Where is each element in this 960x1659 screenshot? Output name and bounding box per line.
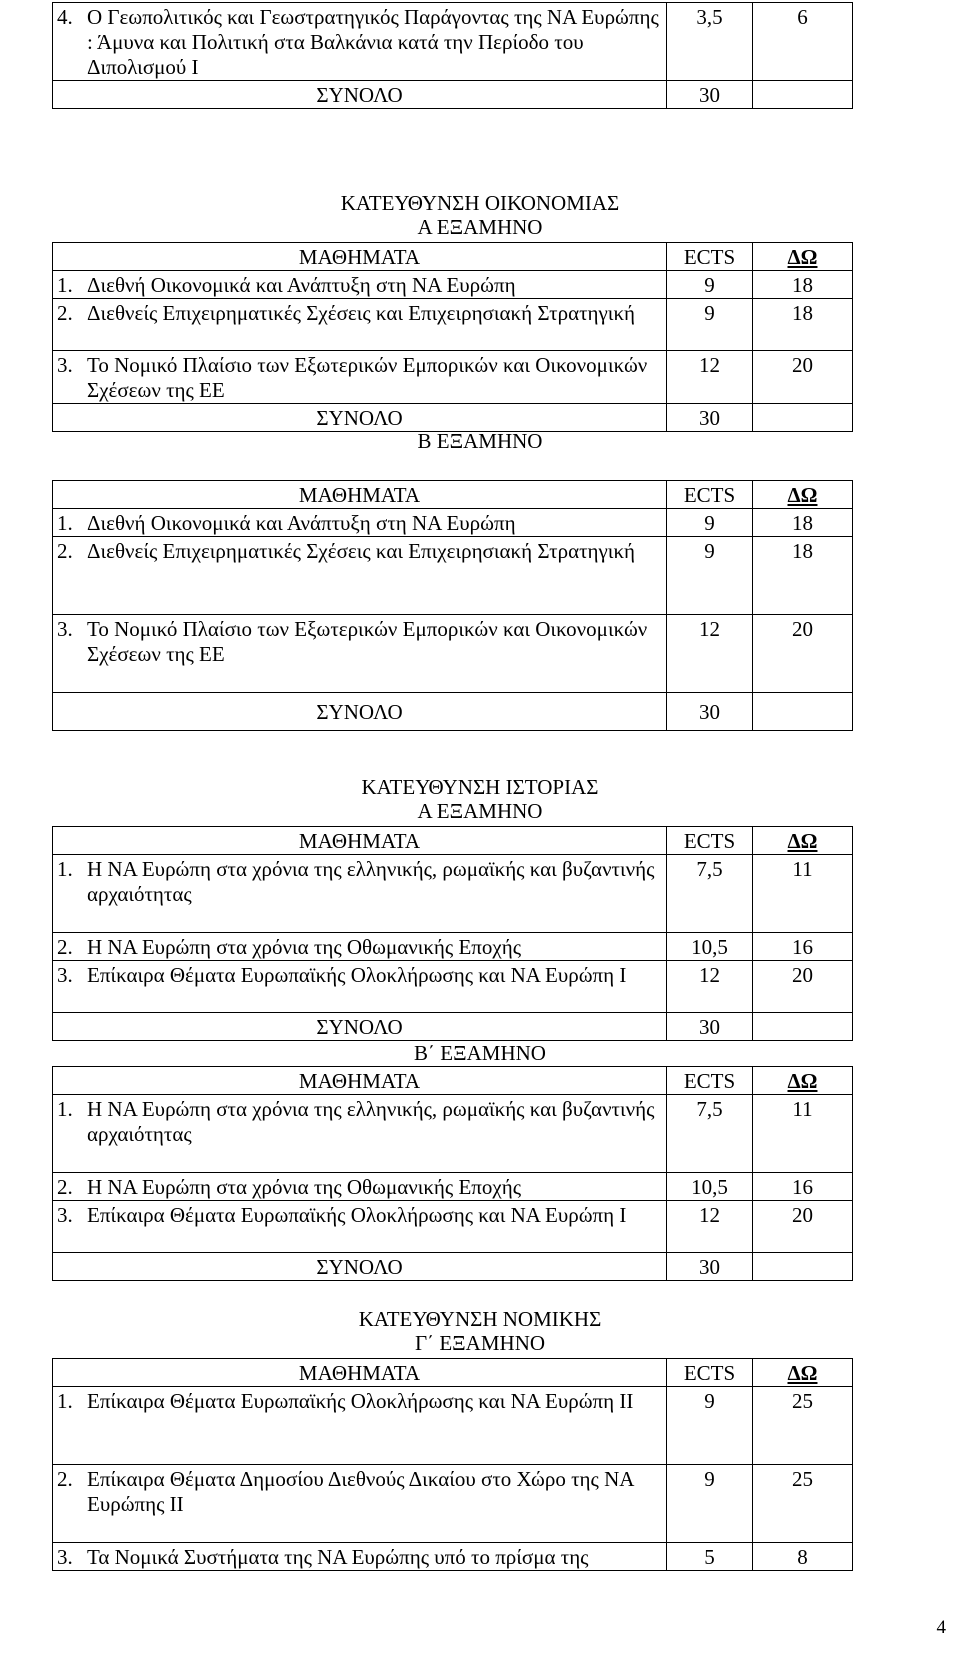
dw-value: 25	[753, 1387, 853, 1465]
course-title: Επίκαιρα Θέματα Ευρωπαϊκής Ολοκλήρωσης και ΝΑ Ευρώπη ΙΙ	[87, 1389, 634, 1413]
col-dw: ΔΩ	[753, 1067, 853, 1095]
semester-label: Α ΕΞΑΜΗΝΟ	[417, 215, 543, 239]
total-row	[53, 1253, 853, 1281]
ects-value: 7,5	[667, 1095, 753, 1173]
course-title: Επίκαιρα Θέματα Ευρωπαϊκής Ολοκλήρωσης και ΝΑ Ευρώπη Ι	[87, 963, 627, 987]
dw-value: 11	[753, 1095, 853, 1173]
semester-label: Α ΕΞΑΜΗΝΟ	[417, 799, 543, 823]
row-number: 3.	[57, 963, 73, 987]
total-label: ΣΥΝΟΛΟ	[53, 81, 667, 109]
row-number: 2.	[57, 1467, 73, 1491]
row-number: 3.	[57, 1545, 73, 1569]
total-row	[53, 81, 853, 109]
ects-value: 9	[667, 1387, 753, 1465]
course-title: Επίκαιρα Θέματα Δημοσίου Διεθνούς Δικαίου στο Χώρο της ΝΑ Ευρώπης ΙΙ	[87, 1467, 634, 1516]
law-sem-c-table-block	[52, 1358, 853, 1571]
total-value: 30	[667, 1013, 753, 1041]
col-ects: ECTS	[667, 481, 753, 509]
dw-value: 16	[753, 933, 853, 961]
dw-value: 20	[753, 1201, 853, 1253]
total-value: 30	[667, 81, 753, 109]
hist-sem-a-table	[52, 826, 853, 1041]
econ-sem-b-table-block	[52, 480, 853, 731]
col-courses: ΜΑΘΗΜΑΤΑ	[53, 1067, 667, 1095]
row-number: 2.	[57, 1175, 73, 1199]
total-value: 30	[667, 1253, 753, 1281]
col-dw: ΔΩ	[753, 243, 853, 271]
ects-value: 12	[667, 615, 753, 693]
course-title: Τα Νομικά Συστήματα της ΝΑ Ευρώπης υπό το πρίσμα της	[87, 1545, 589, 1569]
table-row	[53, 509, 853, 537]
table-row	[53, 1095, 853, 1173]
ects-value: 3,5	[667, 3, 753, 81]
ects-value: 9	[667, 271, 753, 299]
row-number: 1.	[57, 511, 73, 535]
ects-value: 9	[667, 1465, 753, 1543]
dw-value: 16	[753, 1173, 853, 1201]
col-ects: ECTS	[667, 827, 753, 855]
total-label: ΣΥΝΟΛΟ	[53, 404, 667, 432]
table-row	[53, 351, 853, 404]
table-row	[53, 1387, 853, 1465]
col-courses: ΜΑΘΗΜΑΤΑ	[53, 243, 667, 271]
total-label: ΣΥΝΟΛΟ	[53, 1253, 667, 1281]
course-title: Διεθνείς Επιχειρηματικές Σχέσεις και Επιχειρησιακή Στρατηγική	[87, 539, 636, 563]
ects-value: 9	[667, 509, 753, 537]
ects-value: 9	[667, 537, 753, 615]
section-heading-economy: ΚΑΤΕΥΘΥΝΣΗ ΟΙΚΟΝΟΜΙΑΣ	[340, 191, 620, 215]
table-row	[53, 961, 853, 1013]
ects-value: 5	[667, 1543, 753, 1571]
ects-value: 10,5	[667, 933, 753, 961]
dw-value: 18	[753, 509, 853, 537]
table-row	[53, 299, 853, 351]
row-number: 3.	[57, 353, 73, 377]
semester-label: Γ΄ ΕΞΑΜΗΝΟ	[414, 1331, 546, 1355]
table-row	[53, 3, 853, 81]
table-row	[53, 855, 853, 933]
dw-value: 18	[753, 537, 853, 615]
econ-sem-a-table	[52, 242, 853, 432]
table-row	[53, 1543, 853, 1571]
semester-label: Β ΕΞΑΜΗΝΟ	[417, 429, 543, 453]
header-row	[53, 1067, 853, 1095]
dw-value: 8	[753, 1543, 853, 1571]
ects-value: 9	[667, 299, 753, 351]
dw-value: 20	[753, 615, 853, 693]
dw-value: 11	[753, 855, 853, 933]
col-ects: ECTS	[667, 243, 753, 271]
course-title: Το Νομικό Πλαίσιο των Εξωτερικών Εμπορικών και Οικονομικών Σχέσεων της ΕΕ	[87, 353, 648, 402]
dw-value: 20	[753, 961, 853, 1013]
course-title: Η ΝΑ Ευρώπη στα χρόνια της ελληνικής, ρωμαϊκής και βυζαντινής αρχαιότητας	[87, 1097, 655, 1146]
ects-value: 12	[667, 1201, 753, 1253]
course-title: Επίκαιρα Θέματα Ευρωπαϊκής Ολοκλήρωσης και ΝΑ Ευρώπη Ι	[87, 1203, 627, 1227]
row-number: 4.	[57, 5, 73, 29]
row-number: 3.	[57, 1203, 73, 1227]
row-number: 3.	[57, 617, 73, 641]
total-row	[53, 693, 853, 731]
col-courses: ΜΑΘΗΜΑΤΑ	[53, 1359, 667, 1387]
section-heading-law: ΚΑΤΕΥΘΥΝΣΗ ΝΟΜΙΚΗΣ	[358, 1307, 602, 1331]
col-courses: ΜΑΘΗΜΑΤΑ	[53, 827, 667, 855]
course-title: Το Νομικό Πλαίσιο των Εξωτερικών Εμπορικών και Οικονομικών Σχέσεων της ΕΕ	[87, 617, 648, 666]
total-label: ΣΥΝΟΛΟ	[53, 693, 667, 731]
course-title: Η ΝΑ Ευρώπη στα χρόνια της Οθωμανικής Εποχής	[87, 1175, 522, 1199]
row-number: 1.	[57, 1389, 73, 1413]
top-table	[52, 2, 853, 109]
course-title: Ο Γεωπολιτικός και Γεωστρατηγικός Παράγοντας της ΝΑ Ευρώπης : Άμυνα και Πολιτική στα Βαλκάνια κατά την Περίοδο του Διπολισμού Ι	[87, 5, 659, 79]
header-row	[53, 243, 853, 271]
econ-sem-a-table-block	[52, 242, 853, 432]
course-title: Η ΝΑ Ευρώπη στα χρόνια της ελληνικής, ρωμαϊκής και βυζαντινής αρχαιότητας	[87, 857, 655, 906]
col-dw: ΔΩ	[753, 481, 853, 509]
row-number: 1.	[57, 273, 73, 297]
section-heading-history: ΚΑΤΕΥΘΥΝΣΗ ΙΣΤΟΡΙΑΣ	[361, 775, 599, 799]
course-title: Η ΝΑ Ευρώπη στα χρόνια της Οθωμανικής Εποχής	[87, 935, 522, 959]
course-title: Διεθνείς Επιχειρηματικές Σχέσεις και Επιχειρησιακή Στρατηγική	[87, 301, 636, 325]
econ-sem-b-table	[52, 480, 853, 731]
row-number: 1.	[57, 1097, 73, 1121]
row-number: 2.	[57, 935, 73, 959]
top-table-block	[52, 2, 853, 109]
col-dw: ΔΩ	[753, 1359, 853, 1387]
header-row	[53, 1359, 853, 1387]
table-row	[53, 933, 853, 961]
table-row	[53, 1465, 853, 1543]
col-courses: ΜΑΘΗΜΑΤΑ	[53, 481, 667, 509]
page-number: 4	[936, 1617, 946, 1638]
dw-value: 25	[753, 1465, 853, 1543]
col-ects: ECTS	[667, 1359, 753, 1387]
header-row	[53, 481, 853, 509]
course-title: Διεθνή Οικονομικά και Ανάπτυξη στη ΝΑ Ευρώπη	[87, 511, 516, 535]
row-number: 2.	[57, 539, 73, 563]
dw-value: 6	[753, 3, 853, 81]
hist-sem-a-table-block	[52, 826, 853, 1041]
total-label: ΣΥΝΟΛΟ	[53, 1013, 667, 1041]
dw-value: 20	[753, 351, 853, 404]
table-row	[53, 271, 853, 299]
dw-value: 18	[753, 299, 853, 351]
hist-sem-b-table-block	[52, 1066, 853, 1281]
total-row	[53, 1013, 853, 1041]
course-title: Διεθνή Οικονομικά και Ανάπτυξη στη ΝΑ Ευρώπη	[87, 273, 516, 297]
row-number: 1.	[57, 857, 73, 881]
dw-value: 18	[753, 271, 853, 299]
col-ects: ECTS	[667, 1067, 753, 1095]
table-row	[53, 1173, 853, 1201]
header-row	[53, 827, 853, 855]
table-row	[53, 537, 853, 615]
law-sem-c-table	[52, 1358, 853, 1571]
total-value: 30	[667, 404, 753, 432]
ects-value: 7,5	[667, 855, 753, 933]
col-dw: ΔΩ	[753, 827, 853, 855]
table-row	[53, 1201, 853, 1253]
ects-value: 12	[667, 351, 753, 404]
table-row	[53, 615, 853, 693]
hist-sem-b-table	[52, 1066, 853, 1281]
ects-value: 12	[667, 961, 753, 1013]
ects-value: 10,5	[667, 1173, 753, 1201]
row-number: 2.	[57, 301, 73, 325]
total-value: 30	[667, 693, 753, 731]
semester-label: Β΄ ΕΞΑΜΗΝΟ	[414, 1041, 546, 1065]
